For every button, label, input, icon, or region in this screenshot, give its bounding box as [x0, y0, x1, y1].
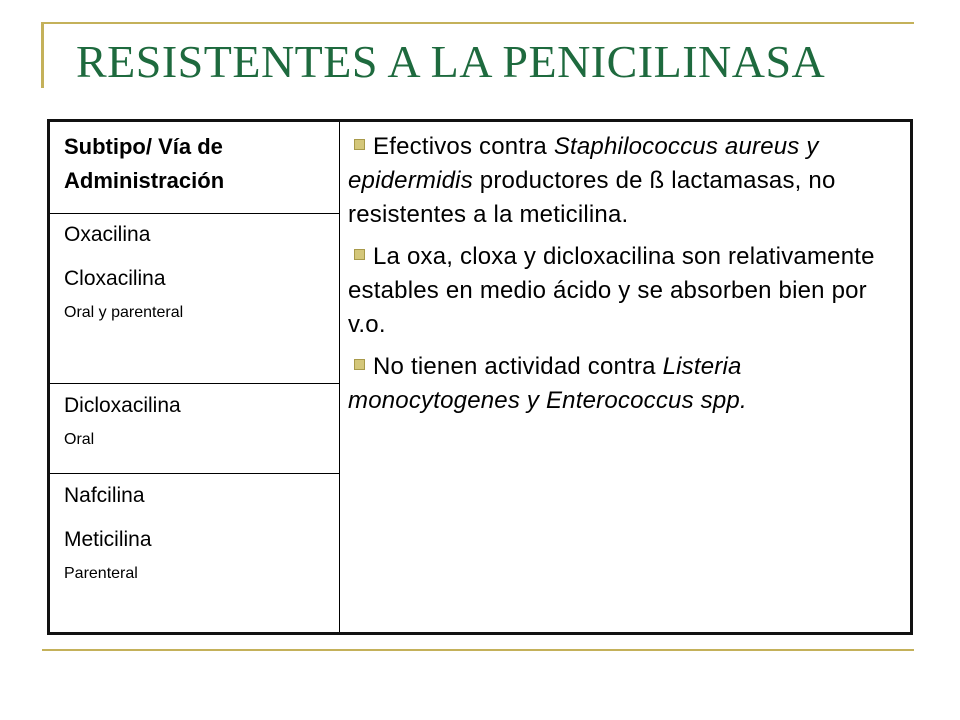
note-item — [348, 130, 902, 232]
drug-group-2 — [50, 384, 339, 474]
drug-name: Meticilina — [64, 528, 152, 551]
note-italic-text: Listeria monocytogenes y Enterococcus spp. — [348, 353, 747, 414]
note-item — [348, 240, 902, 342]
note-text: Efectivos contra — [373, 133, 554, 160]
top-rule — [42, 22, 914, 24]
drug-name: Cloxacilina — [64, 267, 166, 290]
note-text: La oxa, cloxa y dicloxacilina son relativamente estables en medio ácido y se absorben bien por v.o. — [348, 243, 875, 338]
slide-title: RESISTENTES A LA PENICILINASA — [76, 36, 826, 87]
note-italic-text: Staphilococcus aureus y epidermidis — [348, 133, 819, 194]
route-label: Parenteral — [64, 565, 138, 582]
bottom-rule — [42, 649, 914, 651]
column-header: Subtipo/ Vía de Administración — [50, 122, 339, 214]
note-text: No tienen actividad contra — [373, 353, 663, 380]
note-item — [348, 350, 902, 418]
square-bullet-icon — [354, 359, 365, 370]
left-rule — [41, 22, 44, 88]
square-bullet-icon — [354, 139, 365, 150]
square-bullet-icon — [354, 249, 365, 260]
drug-name: Dicloxacilina — [64, 394, 181, 417]
drug-group-3 — [50, 474, 339, 638]
notes-column — [340, 122, 910, 632]
subtype-column — [50, 122, 340, 632]
note-text: productores de ß lactamasas, no resistentes a la meticilina. — [348, 167, 836, 228]
route-label: Oral — [64, 431, 95, 448]
drug-name: Nafcilina — [64, 484, 145, 507]
content-table — [47, 119, 913, 635]
notes-list — [348, 130, 902, 418]
drug-name: Oxacilina — [64, 223, 151, 246]
route-label: Oral y parenteral — [64, 304, 184, 321]
drug-group-1 — [50, 214, 339, 384]
